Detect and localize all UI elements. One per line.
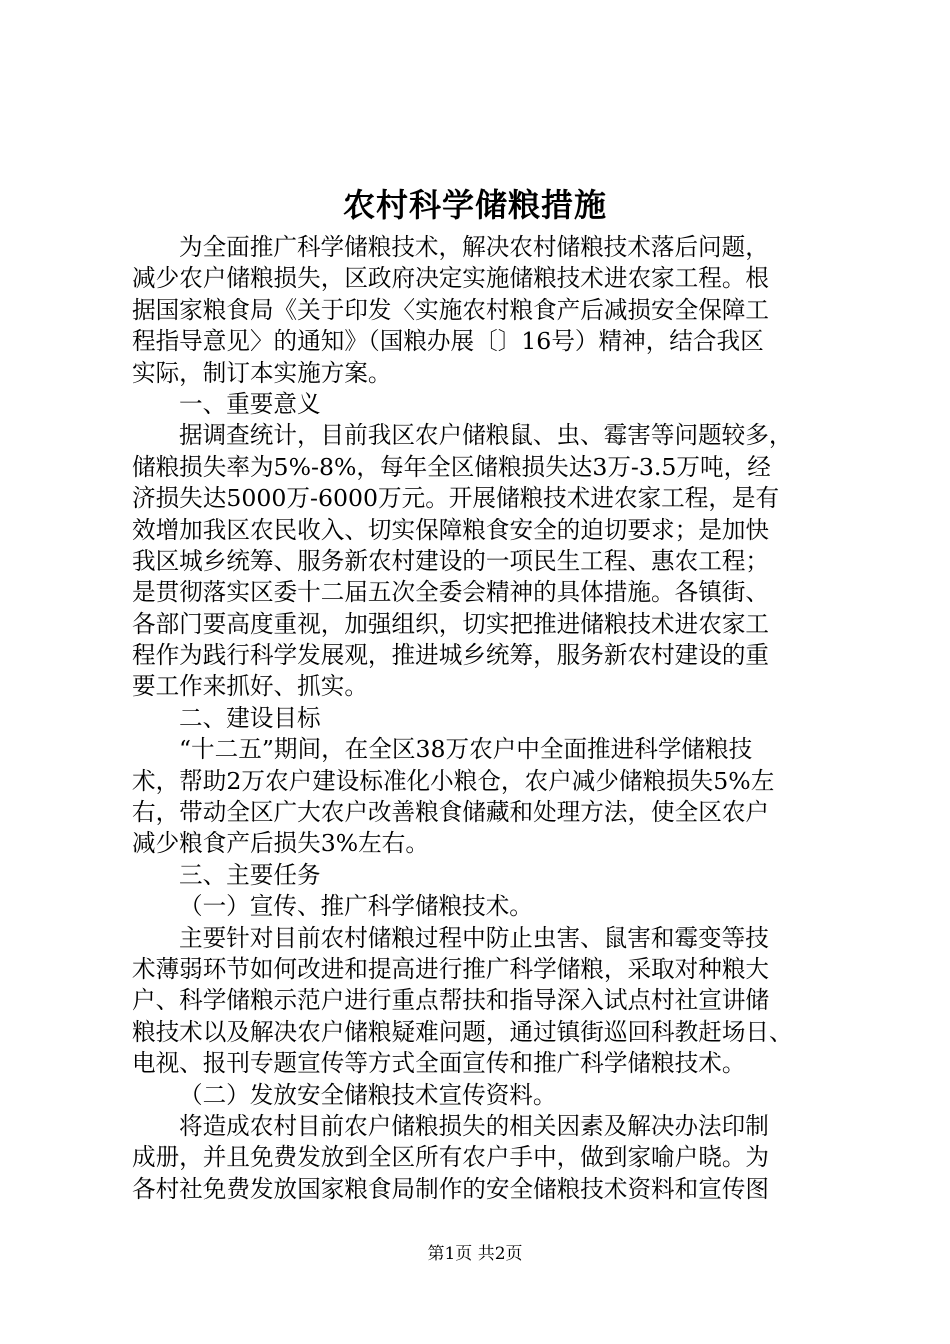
- text-line: 是贯彻落实区委十二届五次全委会精神的具体措施。各镇街、: [132, 578, 770, 607]
- text-line: 减少粮食产后损失3%左右。: [132, 829, 429, 858]
- page-footer: 第1页 共2页: [427, 1244, 523, 1264]
- section-heading: 一、重要意义: [179, 389, 321, 418]
- text-line: 程指导意见〉的通知》（国粮办展〔〕16号）精神，结合我区: [132, 327, 764, 356]
- text-line: 储粮损失率为5%-8%，每年全区储粮损失达3万-3.5万吨，经: [132, 452, 771, 481]
- text-line: 据国家粮食局《关于印发〈实施农村粮食产后减损安全保障工: [132, 295, 770, 324]
- text-line: 据调查统计，目前我区农户储粮鼠、虫、霉害等问题较多，: [179, 421, 793, 450]
- text-line: 减少农户储粮损失，区政府决定实施储粮技术进农家工程。根: [132, 264, 770, 293]
- text-line: 右，带动全区广大农户改善粮食储藏和处理方法，使全区农户: [132, 798, 770, 827]
- text-line: 将造成农村目前农户储粮损失的相关因素及解决办法印制: [179, 1111, 769, 1140]
- text-line: 主要针对目前农村储粮过程中防止虫害、鼠害和霉变等技: [179, 923, 769, 952]
- document-title: 农村科学储粮措施: [342, 186, 607, 224]
- document-body: [132, 232, 844, 1205]
- subsection-heading: （二）发放安全储粮技术宣传资料。: [179, 1080, 557, 1109]
- text-line: 各村社免费发放国家粮食局制作的安全储粮技术资料和宣传图: [132, 1174, 770, 1203]
- text-line: 效增加我区农民收入、切实保障粮食安全的迫切要求；是加快: [132, 515, 770, 544]
- text-line: 成册，并且免费发放到全区所有农户手中，做到家喻户晓。为: [132, 1143, 770, 1172]
- text-line: 要工作来抓好、抓实。: [132, 672, 368, 701]
- text-line: 程作为践行科学发展观，推进城乡统筹，服务新农村建设的重: [132, 641, 770, 670]
- subsection-heading: （一）宣传、推广科学储粮技术。: [179, 892, 533, 921]
- text-line: 粮技术以及解决农户储粮疑难问题，通过镇街巡回科教赶场日、: [132, 1017, 793, 1046]
- text-line: 术薄弱环节如何改进和提高进行推广科学储粮，采取对种粮大: [132, 954, 770, 983]
- section-heading: 二、建设目标: [179, 703, 321, 732]
- text-line: 术，帮助2万农户建设标准化小粮仓，农户减少储粮损失5%左: [132, 766, 775, 795]
- text-line: 电视、报刊专题宣传等方式全面宣传和推广科学储粮技术。: [132, 1049, 746, 1078]
- text-line: 为全面推广科学储粮技术，解决农村储粮技术落后问题，: [179, 233, 769, 261]
- section-heading: 三、主要任务: [179, 860, 321, 889]
- text-line: “十二五”期间，在全区38万农户中全面推进科学储粮技: [179, 735, 753, 764]
- text-line: 户、科学储粮示范户进行重点帮扶和指导深入试点村社宣讲储: [132, 986, 770, 1015]
- text-line: 实际，制订本实施方案。: [132, 358, 392, 387]
- text-line: 我区城乡统筹、服务新农村建设的一项民生工程、惠农工程；: [132, 546, 770, 575]
- text-line: 各部门要高度重视，加强组织，切实把推进储粮技术进农家工: [132, 609, 770, 638]
- text-line: 济损失达5000万-6000万元。开展储粮技术进农家工程，是有: [132, 484, 780, 513]
